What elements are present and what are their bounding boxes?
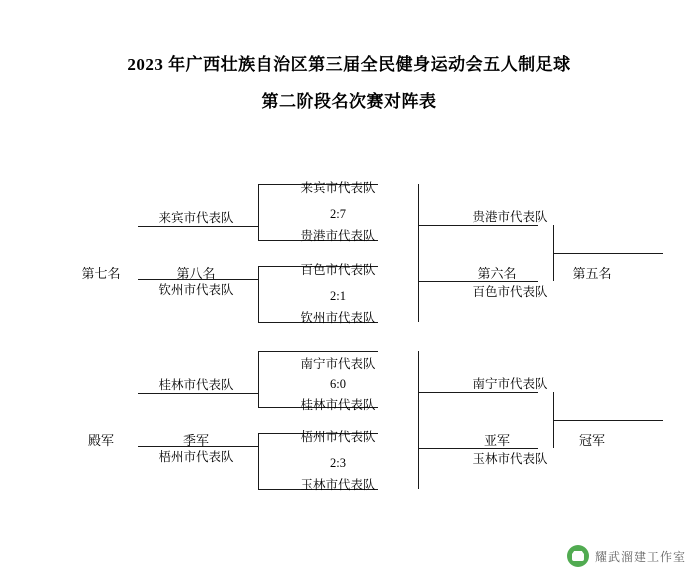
upper-m1-score: 2:7 bbox=[330, 207, 346, 221]
lower-m1-left-line bbox=[258, 351, 259, 407]
lower-m1-score: 6:0 bbox=[330, 377, 346, 391]
upper-m1-left-line bbox=[258, 184, 259, 240]
lower-left-seed2-label: 梧州市代表队 bbox=[158, 450, 234, 464]
lower-left-seed1-line bbox=[138, 393, 258, 394]
upper-winner-bottom-line bbox=[418, 281, 538, 282]
upper-final-hline bbox=[553, 253, 663, 254]
upper-winner-top-line bbox=[418, 225, 538, 226]
lower-rank-runner-up: 亚军 bbox=[483, 433, 511, 448]
upper-m1-team-top: 来宾市代表队 bbox=[300, 181, 376, 195]
upper-m2-score: 2:1 bbox=[330, 289, 346, 303]
lower-m1-team-top: 南宁市代表队 bbox=[300, 357, 376, 371]
lower-winner-bottom-line bbox=[418, 448, 538, 449]
upper-winner-bottom-label: 百色市代表队 bbox=[472, 285, 548, 299]
lower-winner-top-label: 南宁市代表队 bbox=[472, 377, 548, 391]
lower-winner-bottom-label: 玉林市代表队 bbox=[472, 452, 548, 466]
lower-final-hline bbox=[553, 420, 663, 421]
upper-m1-team-bottom: 贵港市代表队 bbox=[300, 229, 376, 243]
upper-rank-sixth: 第六名 bbox=[477, 266, 517, 281]
lower-m2-team-bottom: 玉林市代表队 bbox=[300, 478, 376, 492]
page-title-line2: 第二阶段名次赛对阵表 bbox=[261, 92, 437, 111]
lower-rank-third: 季军 bbox=[182, 433, 210, 448]
lower-m1-team-bottom: 桂林市代表队 bbox=[300, 398, 376, 412]
lower-m1-top-line bbox=[258, 351, 378, 352]
lower-m2-left-line bbox=[258, 433, 259, 489]
lower-m2-score: 2:3 bbox=[330, 456, 346, 470]
lower-m2-team-top: 梧州市代表队 bbox=[300, 430, 376, 444]
shield-logo-icon bbox=[567, 545, 589, 567]
upper-left-seed2-label: 钦州市代表队 bbox=[158, 283, 234, 297]
lower-winner-top-line bbox=[418, 392, 538, 393]
lower-rank-champion: 冠军 bbox=[578, 433, 606, 448]
lower-left-seed1-label: 桂林市代表队 bbox=[158, 378, 234, 392]
upper-rank-fifth: 第五名 bbox=[572, 266, 612, 281]
upper-winner-top-label: 贵港市代表队 bbox=[472, 210, 548, 224]
lower-rank-fourth: 殿军 bbox=[87, 433, 115, 448]
upper-m2-team-bottom: 钦州市代表队 bbox=[300, 311, 376, 325]
upper-left-seed1-label: 来宾市代表队 bbox=[158, 211, 234, 225]
watermark-text: 耀武溜建工作室 bbox=[594, 549, 686, 564]
upper-m2-team-top: 百色市代表队 bbox=[300, 263, 376, 277]
watermark bbox=[567, 545, 686, 567]
upper-rank-seventh: 第七名 bbox=[81, 266, 121, 281]
upper-m2-left-line bbox=[258, 266, 259, 322]
upper-rank-eighth: 第八名 bbox=[176, 266, 216, 281]
upper-left-seed1-line bbox=[138, 226, 258, 227]
page-title-line1: 2023 年广西壮族自治区第三届全民健身运动会五人制足球 bbox=[127, 55, 571, 74]
